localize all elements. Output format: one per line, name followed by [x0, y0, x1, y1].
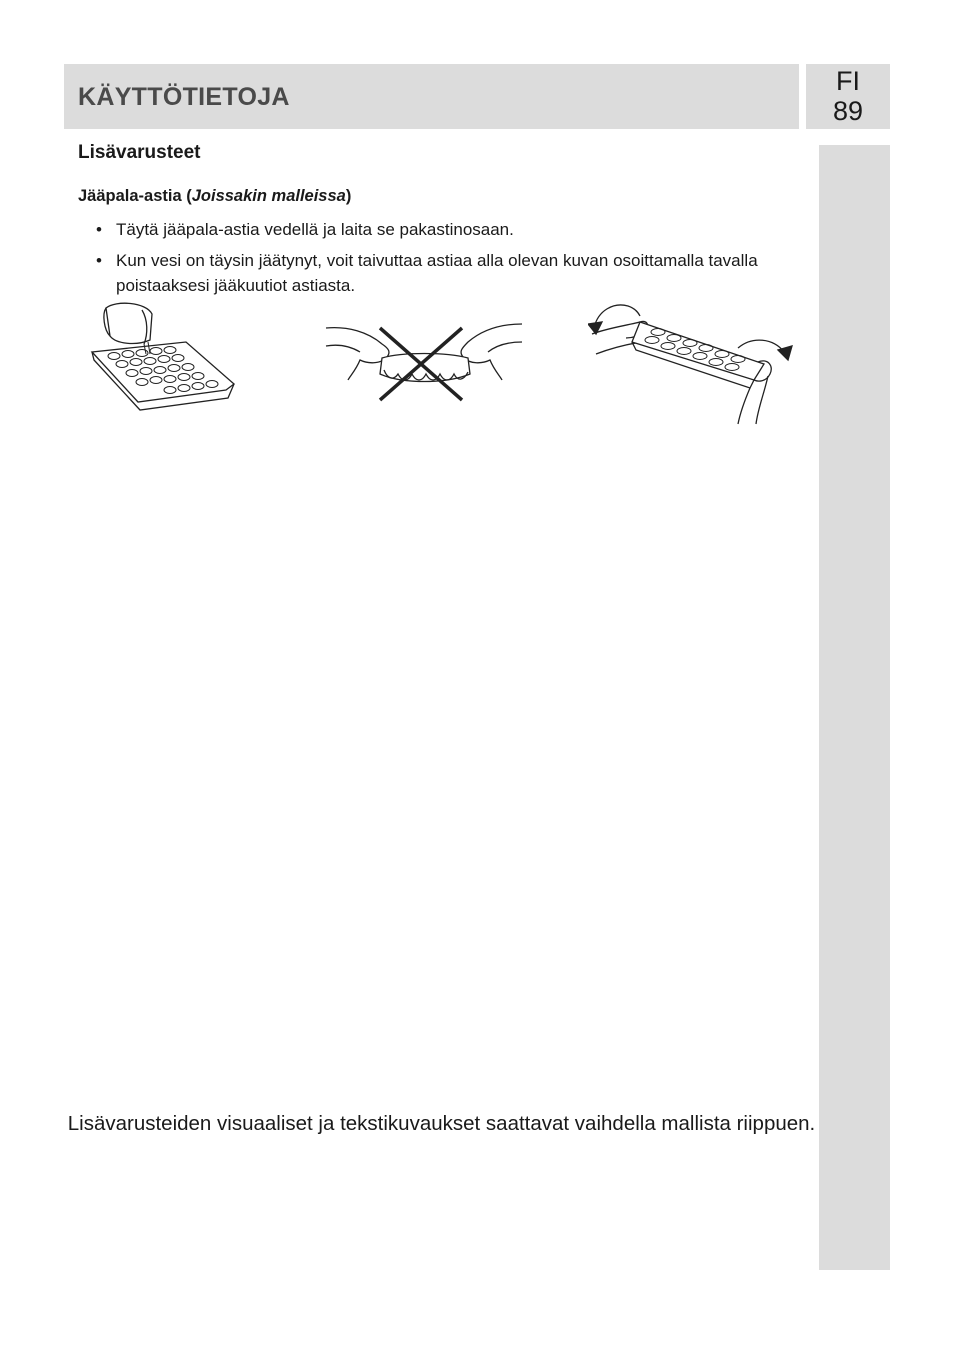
subsection-note: Joissakin malleissa [191, 187, 346, 205]
subsection-label: Jääpala-astia ( [78, 187, 192, 205]
footer-note: Lisävarusteiden visuaaliset ja tekstikuvaukset saattavat vaihdella mallista riippuen. [67, 1112, 816, 1135]
section-header-bar [64, 64, 799, 129]
language-page-box [806, 64, 890, 129]
list-item-text: Kun vesi on täysin jäätynyt, voit taivuttaa astiaa alla olevan kuvan osoittamalla tavalla poistaaksesi jääkuutiot astiasta. [116, 251, 758, 295]
subsection-title [78, 187, 351, 206]
page-number: 89 [832, 96, 864, 126]
side-strip [819, 145, 890, 1270]
list-item-text: Täytä jääpala-astia vedellä ja laita se pakastinosaan. [116, 220, 514, 239]
twisting-ice-tray-icon [588, 298, 798, 426]
wrong-method-crossed-out-icon [322, 318, 527, 408]
language-code: FI [836, 66, 860, 96]
list-item [96, 217, 811, 242]
bullet-icon: • [96, 220, 102, 239]
page-title: KÄYTTÖTIETOJA [78, 83, 290, 111]
list-item [96, 248, 811, 298]
instruction-list [96, 217, 811, 304]
bullet-icon: • [96, 251, 102, 270]
section-title: Lisävarusteet [78, 142, 201, 163]
pouring-water-into-ice-tray-icon [86, 300, 246, 415]
subsection-close: ) [345, 187, 352, 205]
